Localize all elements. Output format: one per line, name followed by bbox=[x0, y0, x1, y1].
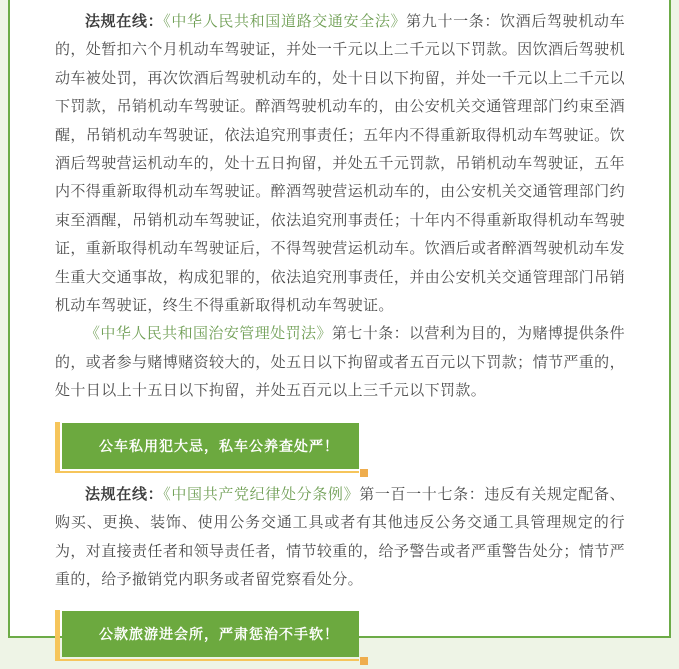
paragraph-label: 法规在线： bbox=[85, 13, 164, 30]
paragraph-party-discipline bbox=[55, 481, 625, 595]
paragraph-text: 第七十条：以营利为目的，为赌博提供条件的，或者参与赌博赌资较大的，处五日以下拘留或者五百元以下罚款；情节严重的，处十日以上十五日以下拘留，并处五百元以上三千元以下罚款。 bbox=[55, 325, 625, 400]
slogan-banner-private-car-use bbox=[62, 423, 359, 469]
paragraph-traffic-law bbox=[55, 8, 625, 320]
paragraph-label: 法规在线： bbox=[85, 485, 164, 503]
law-title: 《中华人民共和国治安管理处罚法》 bbox=[85, 325, 332, 343]
law-title: 《中华人民共和国道路交通安全法》 bbox=[163, 13, 407, 30]
banner-left-accent-bar bbox=[55, 610, 60, 660]
banner-underline bbox=[55, 471, 359, 473]
banner-corner-square bbox=[360, 469, 368, 477]
paragraph-text: 第一百一十七条：违反有关规定配备、购买、更换、装饰、使用公务交通工具或者有其他违反公务交通工具管理规定的行为，对直接责任者和领导责任者，情节较重的，给予警告或者严重警告处分；情节严重的，给予撤销党内职务或者留党察看处分。 bbox=[55, 485, 625, 588]
banner-corner-square bbox=[360, 657, 368, 665]
banner-left-accent-bar bbox=[55, 422, 60, 472]
article-card bbox=[8, 0, 671, 643]
law-title: 《中国共产党纪律处分条例》 bbox=[163, 485, 360, 503]
banner-text-box: 公车私用犯大忌，私车公养查处严！ bbox=[62, 423, 359, 469]
banner-underline bbox=[55, 659, 359, 661]
banner-text-box: 公款旅游进会所，严肃惩治不手软！ bbox=[62, 611, 359, 657]
paragraph-text: 第九十一条：饮酒后驾驶机动车的，处暂扣六个月机动车驾驶证，并处一千元以上二千元以下罚款。因饮酒后驾驶机动车被处罚，再次饮酒后驾驶机动车的，处十日以下拘留，并处一千元以上二千元以下罚款，吊销机动车驾驶证。醉酒驾驶机动车的，由公安机关交通管理部门约束至酒醒，吊销机动车驾驶证，依法追究刑事责任；五年内不得重新取得机动车驾驶证。饮酒后驾驶营运机动车的，处十五日拘留，并处五千元罚款，吊销机动车驾驶证，五年内不得重新取得机动车驾驶证。醉酒驾驶营运机动车的，由公安机关交通管理部门约束至酒醒，吊销机动车驾驶证，依法追究刑事责任；十年内不得重新取得机动车驾驶证，重新取得机动车驾驶证后，不得驾驶营运机动车。饮酒后或者醉酒驾驶机动车发生重大交通事故，构成犯罪的，依法追究刑事责任，并由公安机关交通管理部门吊销机动车驾驶证，终生不得重新取得机动车驾驶证。 bbox=[55, 13, 625, 315]
paragraph-public-security-law bbox=[55, 320, 625, 405]
slogan-banner-public-funds-travel bbox=[62, 611, 359, 657]
